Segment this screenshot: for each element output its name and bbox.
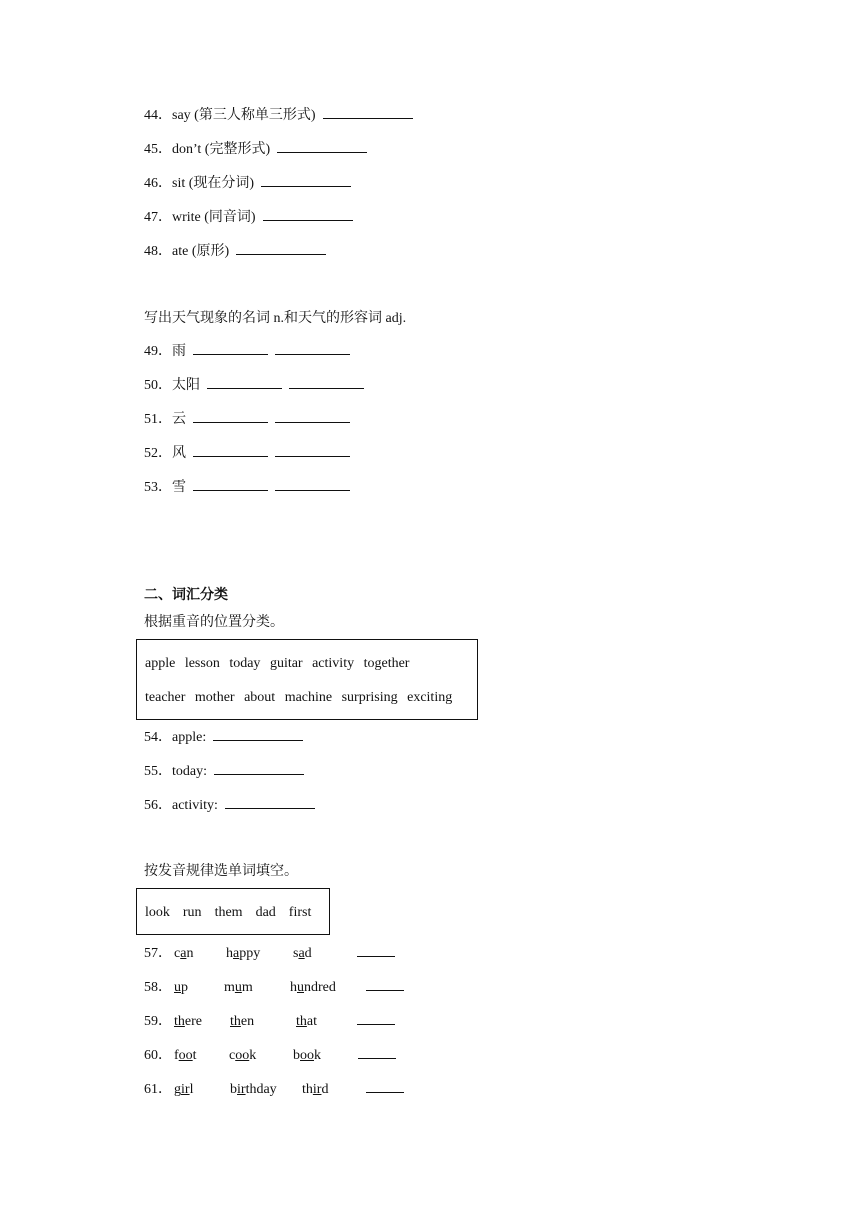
box-word: machine (284, 690, 333, 705)
question-51 (144, 410, 350, 430)
answer-blank[interactable] (214, 762, 304, 775)
question-number: 51． (144, 412, 172, 427)
adjective-blank[interactable] (275, 478, 350, 491)
question-prompt: sit (现在分词) (172, 176, 255, 191)
question-49 (144, 342, 350, 362)
question-46 (144, 174, 351, 194)
noun-blank[interactable] (207, 376, 282, 389)
noun-blank[interactable] (193, 444, 268, 457)
question-number: 57． (144, 946, 172, 961)
section-heading: 二、词汇分类 (144, 587, 228, 603)
example-word-2: cook (229, 1048, 257, 1063)
question-number: 54． (144, 730, 172, 745)
question-number: 50． (144, 378, 172, 393)
question-prompt: 风 (172, 446, 186, 461)
question-number: 61． (144, 1082, 172, 1097)
question-prompt: activity: (172, 798, 218, 813)
question-prompt: don’t (完整形式) (172, 142, 271, 157)
question-54 (144, 728, 303, 748)
question-45 (144, 140, 367, 160)
box-word: apple (145, 656, 176, 671)
example-word-1: can (174, 946, 194, 961)
adjective-blank[interactable] (275, 410, 350, 423)
example-word-3: that (296, 1014, 317, 1029)
answer-blank[interactable] (366, 978, 404, 998)
answer-blank[interactable] (358, 1046, 396, 1066)
box-word: teacher (145, 690, 186, 705)
box-word: look (145, 905, 170, 920)
weather-instruction: 写出天气现象的名词 n.和天气的形容词 adj. (144, 311, 407, 326)
question-prompt: 雨 (172, 344, 186, 359)
question-48 (144, 242, 326, 262)
noun-blank[interactable] (193, 410, 268, 423)
question-55 (144, 762, 304, 782)
question-prompt: write (同音词) (172, 210, 256, 225)
answer-blank[interactable] (225, 796, 315, 809)
example-word-2: birthday (230, 1082, 277, 1097)
question-53 (144, 478, 350, 498)
box-word: lesson (184, 656, 220, 671)
question-number: 60． (144, 1048, 172, 1063)
word-box-stress (136, 639, 478, 720)
answer-blank[interactable] (277, 140, 367, 153)
example-word-3: hundred (290, 980, 336, 995)
adjective-blank[interactable] (275, 342, 350, 355)
box-word: them (214, 905, 243, 920)
answer-blank[interactable] (213, 728, 303, 741)
box-word: surprising (341, 690, 398, 705)
word-box-phonics (136, 888, 330, 935)
question-number: 45． (144, 142, 172, 157)
answer-blank[interactable] (366, 1080, 404, 1100)
stress-instruction: 根据重音的位置分类。 (144, 615, 284, 630)
word-box-row (145, 903, 311, 923)
question-prompt: apple: (172, 730, 207, 745)
question-prompt: today: (172, 764, 207, 779)
example-word-1: girl (174, 1082, 194, 1097)
answer-blank[interactable] (323, 106, 413, 119)
answer-blank[interactable] (357, 1012, 395, 1032)
question-number: 47． (144, 210, 172, 225)
question-52 (144, 444, 350, 464)
question-prompt: 云 (172, 412, 186, 427)
example-word-3: book (293, 1048, 321, 1063)
example-word-1: foot (174, 1048, 197, 1063)
question-56 (144, 796, 315, 816)
question-number: 52． (144, 446, 172, 461)
box-word: about (244, 690, 276, 705)
example-word-3: sad (293, 946, 312, 961)
word-box-row-1 (145, 654, 415, 674)
adjective-blank[interactable] (275, 444, 350, 457)
box-word: mother (194, 690, 235, 705)
answer-blank[interactable] (236, 242, 326, 255)
box-word: first (288, 905, 312, 920)
example-word-1: there (174, 1014, 202, 1029)
question-prompt: ate (原形) (172, 244, 230, 259)
question-number: 56． (144, 798, 172, 813)
example-word-2: mum (224, 980, 253, 995)
box-word: guitar (269, 656, 303, 671)
box-word: dad (255, 905, 276, 920)
question-number: 44． (144, 108, 172, 123)
box-word: run (182, 905, 202, 920)
example-word-3: third (302, 1082, 329, 1097)
question-50 (144, 376, 364, 396)
question-number: 55． (144, 764, 172, 779)
answer-blank[interactable] (261, 174, 351, 187)
phonics-instruction: 按发音规律选单词填空。 (144, 864, 298, 879)
box-word: exciting (407, 690, 453, 705)
question-number: 59． (144, 1014, 172, 1029)
question-number: 49． (144, 344, 172, 359)
question-number: 48． (144, 244, 172, 259)
example-word-2: then (230, 1014, 255, 1029)
example-word-1: up (174, 980, 188, 995)
question-number: 53． (144, 480, 172, 495)
question-number: 58． (144, 980, 172, 995)
noun-blank[interactable] (193, 342, 268, 355)
question-prompt: 雪 (172, 480, 186, 495)
box-word: together (363, 656, 410, 671)
question-44 (144, 106, 413, 126)
question-prompt: 太阳 (172, 378, 200, 393)
box-word: today (229, 656, 261, 671)
question-47 (144, 208, 353, 228)
answer-blank[interactable] (357, 944, 395, 964)
box-word: activity (312, 656, 355, 671)
adjective-blank[interactable] (289, 376, 364, 389)
word-box-row-2 (145, 688, 452, 708)
example-word-2: happy (226, 946, 261, 961)
question-prompt: say (第三人称单三形式) (172, 108, 316, 123)
answer-blank[interactable] (263, 208, 353, 221)
question-number: 46． (144, 176, 172, 191)
noun-blank[interactable] (193, 478, 268, 491)
